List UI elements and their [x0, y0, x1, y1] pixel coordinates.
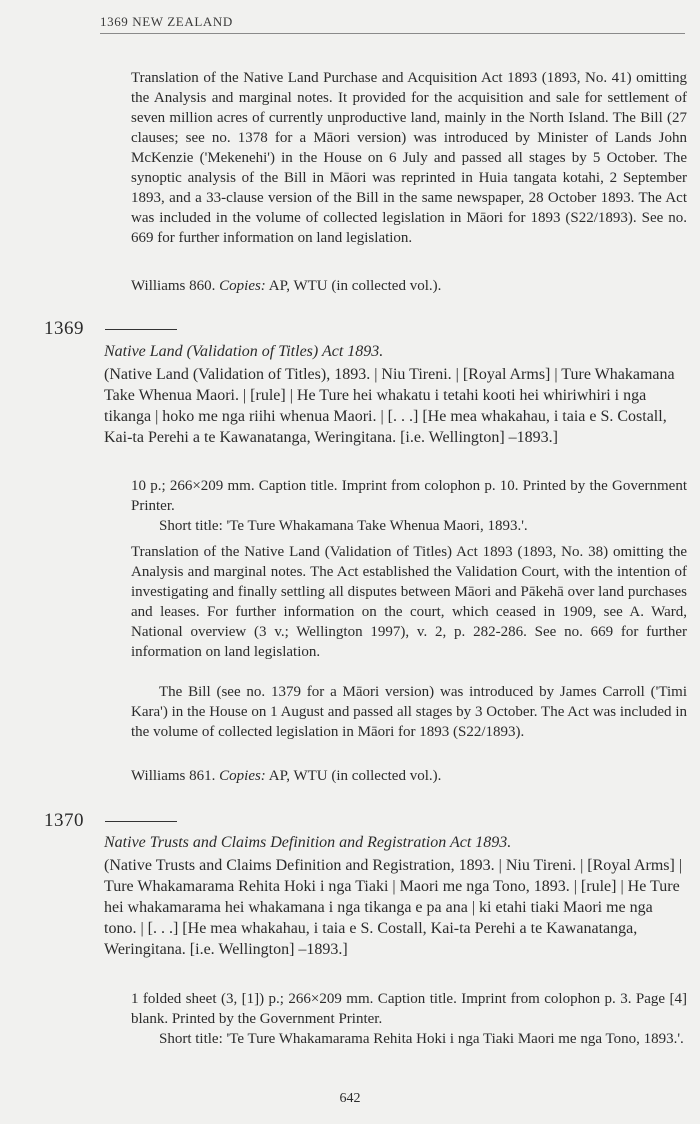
- entry-bibliographic-description: (Native Land (Validation of Titles), 1893. | Niu Tireni. | [Royal Arms] | Ture Whakamana Take Whenua Maori. | [rule] | He Ture hei whakatu i tetahi kooti hei whiriwhiri i nga tikanga | hoko me nga riihi whenua Maori. | [. . .] [He mea whakahau, i taia e S. Costall, Kai-ta Perehi a te Kawanatanga, Weringitana. [i.e. Wellington] –1893.]: [104, 366, 675, 446]
- entry-note: Translation of the Native Land (Validation of Titles) Act 1893 (1893, No. 38) omitting the Analysis and marginal notes. The Act established the Validation Court, with the intention of investigating and finally settling all disputes between Māori and Pākehā over land purchases and leases. For further information on the court, which ceased in 1909, see A. Ward, National overview (3 v.; Wellington 1997), v. 2, p. 282-286. See no. 669 for further information on land legislation.: [131, 544, 687, 660]
- page-number: 642: [339, 1091, 361, 1106]
- ref-text: Williams 860.: [131, 278, 216, 294]
- entry-number: 1369: [44, 318, 84, 339]
- entry-title: Native Trusts and Claims Definition and Registration Act 1893.: [104, 834, 512, 851]
- intro-reference: [131, 278, 441, 295]
- ref-copies: AP, WTU (in collected vol.).: [268, 768, 442, 784]
- entry-bibliographic-description: (Native Trusts and Claims Definition and Registration, 1893. | Niu Tireni. | [Royal Arms] | Ture Whakamarama Rehita Hoki i nga Tiaki | Maori me nga Tono, 1893. | [rule] | He Ture hei whakamarama hei whakamana i nga tikanga e pa ana | ki etahi tiaki Maori me nga tono. | [. . .] [He mea whakahau, i taia e S. Costall, Kai-ta Perehi a te Kawanatanga, Weringitana. [i.e. Wellington] –1893.]: [104, 857, 683, 958]
- entry-title: Native Land (Validation of Titles) Act 1893.: [104, 343, 384, 360]
- ref-copies-label: Copies:: [219, 278, 266, 294]
- entry-short-title: Short title: 'Te Ture Whakamarama Rehita Hoki i nga Tiaki Maori me nga Tono, 1893.'.: [159, 1031, 684, 1047]
- entry-physical-description: 10 p.; 266×209 mm. Caption title. Imprint from colophon p. 10. Printed by the Government Printer.: [131, 478, 687, 514]
- ref-copies-label: Copies:: [219, 768, 266, 784]
- entry-number: 1370: [44, 810, 84, 831]
- entry-note: The Bill (see no. 1379 for a Māori version) was introduced by James Carroll ('Timi Kara') in the House on 1 August and passed all stages by 3 October. The Act was included in the volume of collected legislation in Māori for 1893 (S22/1893).: [131, 684, 687, 740]
- ref-text: Williams 861.: [131, 768, 216, 784]
- entry-reference: [131, 768, 441, 785]
- running-head: 1369 NEW ZEALAND: [100, 14, 685, 34]
- entry-physical-description: 1 folded sheet (3, [1]) p.; 266×209 mm. Caption title. Imprint from colophon p. 3. Page [4] blank. Printed by the Government Printer.: [131, 991, 687, 1027]
- ref-copies: AP, WTU (in collected vol.).: [268, 278, 442, 294]
- entry-rule: [105, 329, 177, 330]
- entry-short-title: Short title: 'Te Ture Whakamana Take Whenua Maori, 1893.'.: [159, 518, 528, 534]
- entry-rule: [105, 821, 177, 822]
- intro-paragraph: Translation of the Native Land Purchase and Acquisition Act 1893 (1893, No. 41) omitting the Analysis and marginal notes. It provided for the acquisition and sale for settlement of seven million acres of currently unproductive land, mainly in the North Island. The Bill (27 clauses; see no. 1378 for a Māori version) was introduced by Minister of Lands John McKenzie ('Mekenehi') in the House on 6 July and passed all stages by 5 October. The synoptic analysis of the Bill in Māori was reprinted in Huia tangata kotahi, 2 September 1893, and a 33-clause version of the Bill in the same newspaper, 28 October 1893. The Act was included in the volume of collected legislation in Māori for 1893 (S22/1893). See no. 669 for further information on land legislation.: [131, 70, 687, 246]
